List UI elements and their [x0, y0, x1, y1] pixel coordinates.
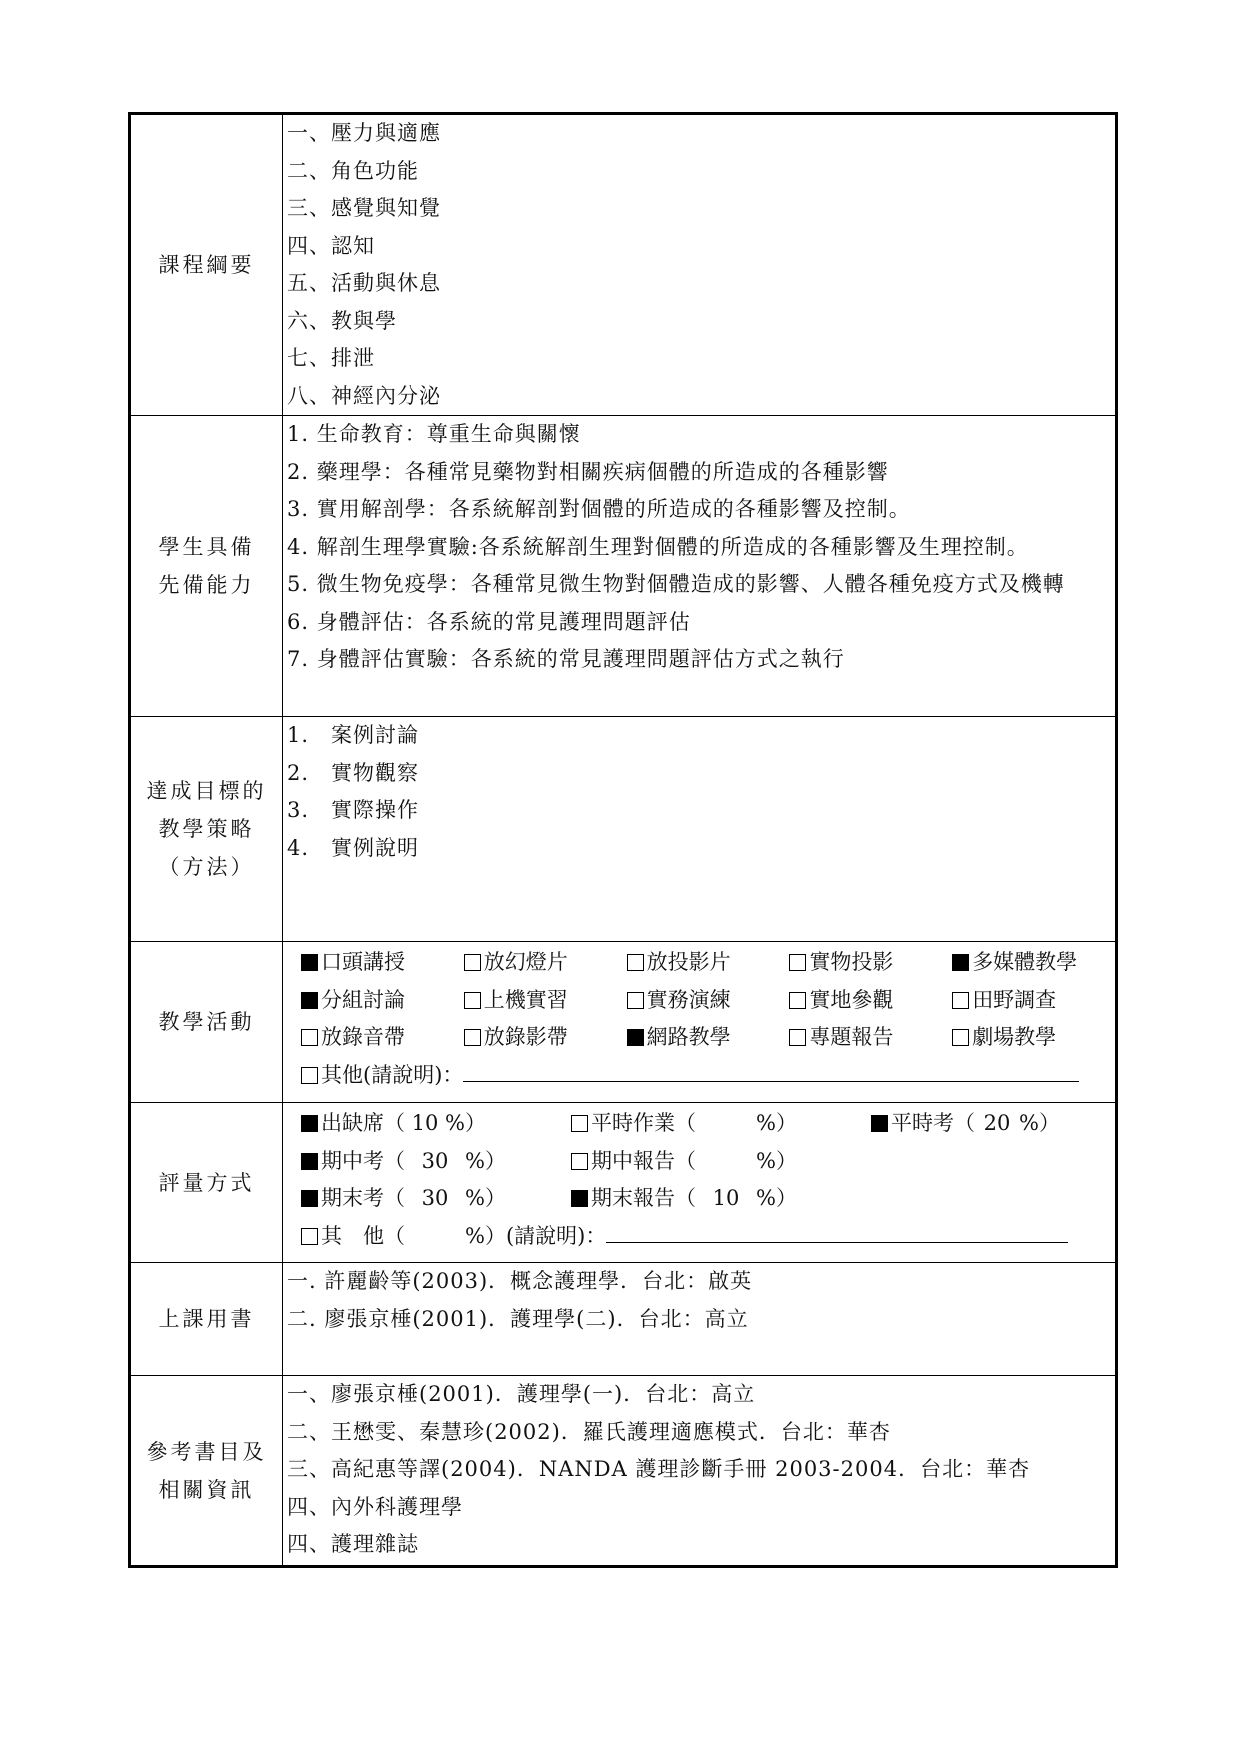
list-item: 5. 微生物免疫學：各種常見微生物對個體造成的影響、人體各種免疫方式及機轉 [287, 572, 1065, 596]
eval-suffix: %） [756, 1111, 797, 1135]
list-item: 一. 許麗齡等(2003)．概念護理學．台北：啟英 [287, 1269, 753, 1293]
checkbox[interactable] [464, 954, 481, 971]
checkbox[interactable] [571, 1115, 588, 1132]
activity-row-other [287, 1057, 1115, 1095]
list-item: 一、壓力與適應 [287, 121, 441, 145]
activity-row-3 [287, 1019, 1115, 1057]
evaluation-row-2 [287, 1143, 1115, 1181]
eval-value[interactable]: 10 [411, 1111, 439, 1135]
checkbox[interactable] [301, 1190, 318, 1207]
syllabus-table [128, 112, 1118, 1568]
eval-value[interactable]: 30 [421, 1186, 449, 1210]
row-teaching-activities [131, 942, 1116, 1103]
checkbox[interactable] [301, 1067, 318, 1084]
list-item: 7. 身體評估實驗：各系統的常見護理問題評估方式之執行 [287, 647, 845, 671]
eval-label: 期中考（ [321, 1148, 405, 1173]
row-references [131, 1376, 1116, 1566]
checkbox-label: 實務演練 [646, 987, 731, 1012]
evaluation-row-other [287, 1218, 1115, 1256]
list-item: 4. 實例說明 [287, 835, 420, 860]
list-item: 1. 案例討論 [287, 723, 420, 747]
checkbox[interactable] [571, 1153, 588, 1170]
checkbox[interactable] [571, 1190, 588, 1207]
other-explanation-field[interactable] [606, 1218, 1068, 1243]
list-item: 四、內外科護理學 [287, 1494, 463, 1519]
checkbox-label: 放幻燈片 [483, 950, 568, 974]
eval-suffix: %） [756, 1186, 797, 1210]
eval-label: 平時考（ [891, 1111, 975, 1135]
content-evaluation [283, 1103, 1116, 1263]
list-item: 3. 實際操作 [287, 798, 420, 822]
eval-value[interactable]: 30 [421, 1148, 449, 1173]
eval-label: 出缺席（ [321, 1111, 405, 1135]
row-course-outline [131, 115, 1116, 416]
list-item: 4. 解剖生理學實驗:各系統解剖生理對個體的所造成的各種影響及生理控制。 [287, 534, 1029, 559]
checkbox-label: 多媒體教學 [972, 950, 1078, 974]
checkbox-label: 放投影片 [646, 950, 731, 974]
checkbox-label: 田野調查 [972, 987, 1057, 1012]
list-item: 三、感覺與知覺 [287, 196, 441, 220]
label-teaching-strategy: 達成目標的 教學策略 （方法） [131, 717, 283, 942]
evaluation-row-1 [287, 1105, 1115, 1143]
row-evaluation [131, 1103, 1116, 1263]
checkbox-label: 實物投影 [809, 950, 894, 974]
checkbox-label: 口頭講授 [321, 950, 405, 974]
activity-row-2 [287, 982, 1115, 1020]
list-item: 二. 廖張京棰(2001)．護理學(二)．台北：高立 [287, 1306, 749, 1331]
checkbox[interactable] [464, 992, 481, 1009]
content-prerequisites [283, 416, 1116, 717]
checkbox-label: 分組討論 [321, 987, 405, 1012]
checkbox[interactable] [301, 954, 318, 971]
eval-suffix: %） [465, 1186, 506, 1210]
checkbox[interactable] [789, 954, 806, 971]
checkbox[interactable] [789, 1029, 806, 1046]
checkbox[interactable] [627, 1029, 644, 1046]
list-item: 二、角色功能 [287, 158, 419, 183]
eval-suffix: %） [756, 1148, 797, 1173]
checkbox-label: 上機實習 [483, 987, 568, 1012]
list-item: 四、護理雜誌 [287, 1532, 419, 1556]
row-prerequisites [131, 416, 1116, 717]
checkbox[interactable] [627, 954, 644, 971]
checkbox[interactable] [301, 1228, 318, 1245]
list-item: 2. 實物觀察 [287, 760, 420, 785]
list-item: 3. 實用解剖學：各系統解剖對個體的所造成的各種影響及控制。 [287, 497, 911, 521]
checkbox[interactable] [301, 992, 318, 1009]
checkbox[interactable] [627, 992, 644, 1009]
eval-label: 期末考（ [321, 1186, 405, 1210]
content-teaching-strategy [283, 717, 1116, 942]
label-evaluation: 評量方式 [131, 1103, 283, 1263]
content-course-outline [283, 115, 1116, 416]
evaluation-row-3 [287, 1180, 1115, 1218]
content-textbook [283, 1263, 1116, 1376]
row-teaching-strategy [131, 717, 1116, 942]
content-teaching-activities [283, 942, 1116, 1103]
eval-suffix: %） [465, 1148, 506, 1173]
list-item: 七、排泄 [287, 346, 375, 370]
checkbox[interactable] [301, 1029, 318, 1046]
list-item: 八、神經內分泌 [287, 383, 441, 408]
eval-value[interactable]: 10 [712, 1186, 740, 1210]
checkbox[interactable] [301, 1115, 318, 1132]
checkbox-label: 放錄影帶 [483, 1025, 568, 1049]
list-item: 6. 身體評估：各系統的常見護理問題評估 [287, 609, 691, 634]
label-prerequisites: 學生具備 先備能力 [131, 416, 283, 717]
checkbox-label: 劇場教學 [972, 1025, 1057, 1049]
label-textbook: 上課用書 [131, 1263, 283, 1376]
eval-value[interactable]: 20 [983, 1111, 1011, 1135]
checkbox-label: 網路教學 [646, 1025, 731, 1049]
list-item: 三、高紀惠等譯(2004)．NANDA 護理診斷手冊 2003-2004．台北：華杏 [287, 1457, 1031, 1481]
checkbox[interactable] [301, 1153, 318, 1170]
list-item: 四、認知 [287, 233, 375, 258]
activity-row-1 [287, 944, 1115, 982]
row-textbook [131, 1263, 1116, 1376]
checkbox[interactable] [952, 954, 969, 971]
checkbox-label: 專題報告 [809, 1025, 894, 1049]
list-item: 五、活動與休息 [287, 271, 441, 295]
other-explanation-field[interactable] [463, 1057, 1079, 1082]
checkbox-label: 其他(請說明)： [321, 1062, 464, 1087]
list-item: 二、王懋雯、秦慧珍(2002)．羅氏護理適應模式．台北：華杏 [287, 1419, 891, 1444]
content-references [283, 1376, 1116, 1566]
eval-suffix: %）(請說明)： [465, 1223, 607, 1248]
eval-label: 期末報告（ [591, 1186, 696, 1210]
eval-label: 平時作業（ [591, 1111, 696, 1135]
checkbox-label: 放錄音帶 [321, 1025, 405, 1049]
label-course-outline: 課程綱要 [131, 115, 283, 416]
label-references: 參考書目及 相關資訊 [131, 1376, 283, 1566]
checkbox[interactable] [952, 1029, 969, 1046]
eval-label: 期中報告（ [591, 1148, 696, 1173]
eval-suffix: %） [445, 1111, 486, 1135]
list-item: 一、廖張京棰(2001)．護理學(一)．台北：高立 [287, 1382, 756, 1406]
label-teaching-activities: 教學活動 [131, 942, 283, 1103]
list-item: 1. 生命教育：尊重生命與關懷 [287, 422, 581, 446]
checkbox[interactable] [952, 992, 969, 1009]
checkbox[interactable] [871, 1115, 888, 1132]
list-item: 2. 藥理學：各種常見藥物對相關疾病個體的所造成的各種影響 [287, 459, 889, 484]
list-item: 六、教與學 [287, 308, 397, 333]
eval-suffix: %） [1019, 1111, 1060, 1135]
checkbox-label: 實地參觀 [809, 987, 894, 1012]
checkbox[interactable] [789, 992, 806, 1009]
checkbox[interactable] [464, 1029, 481, 1046]
eval-label: 其 他（ [321, 1223, 405, 1248]
